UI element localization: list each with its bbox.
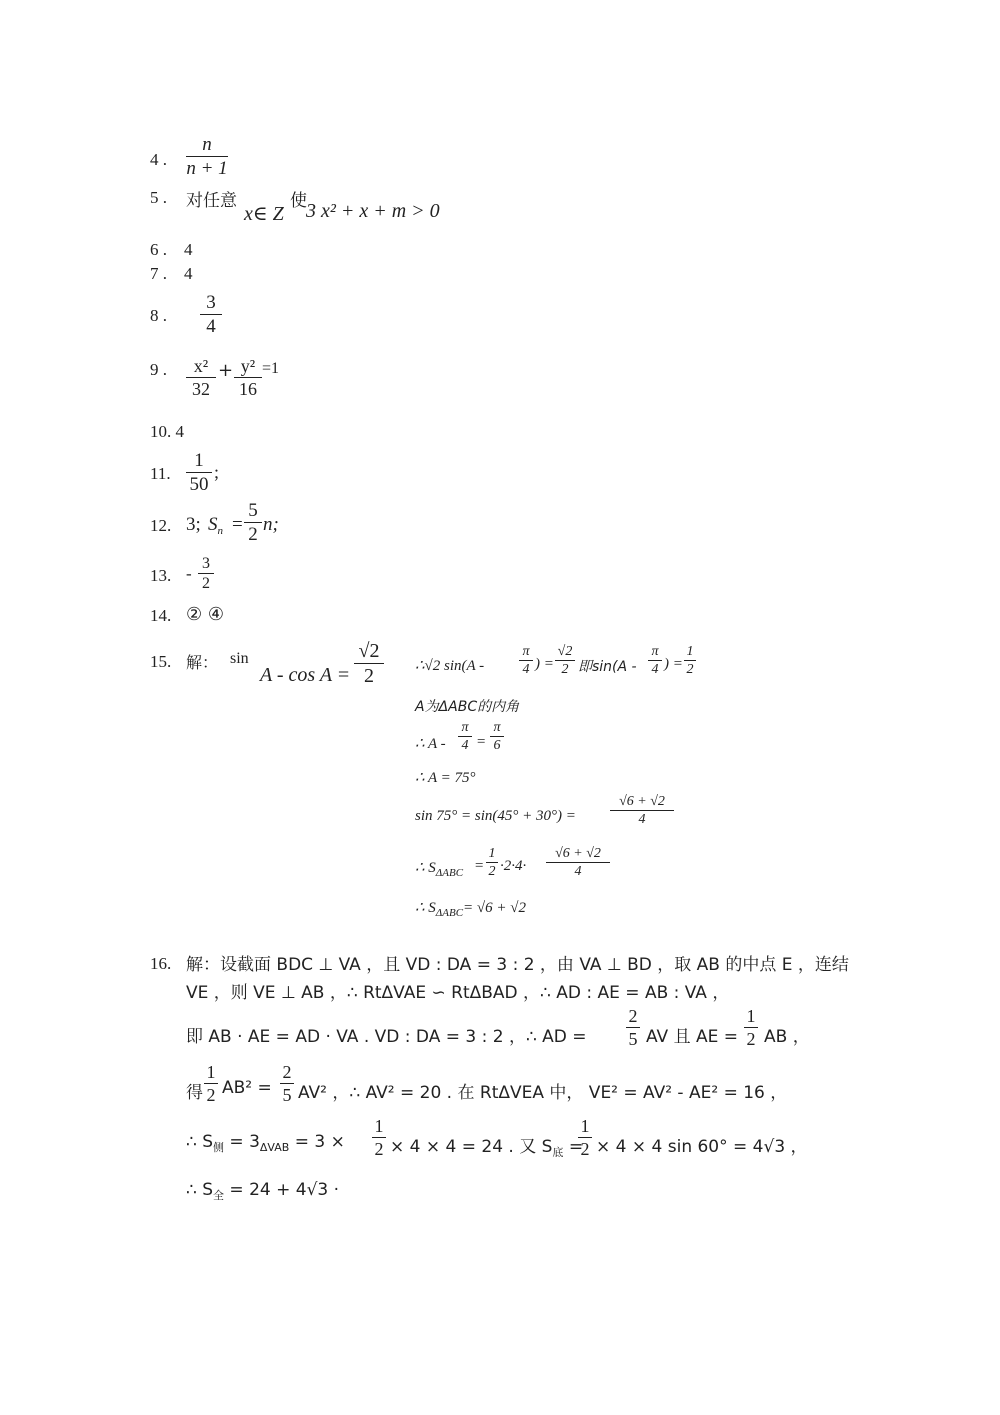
numerator: n [186,134,228,157]
numerator: 1 [186,450,212,473]
math: = [474,858,485,874]
minus: - [186,564,192,583]
fraction: $\frac{√6 + √2}{4}$ [546,846,610,881]
answer-13-fraction [198,555,214,594]
answer-14-number: 14. [150,606,172,625]
text-line: 解：设截面 BDC ⊥ VA ，且 VD : DA = 3 : 2 ，由 VA ⊥ BD ，取 AB 的中点 E ，连结 [186,955,849,975]
math: sin 75° = sin(45° + 30°) = [415,808,576,824]
answer-8-fraction [200,292,222,339]
denominator: 32 [192,378,210,399]
denominator: 2 [364,665,374,687]
fraction: $\frac{\pi}{4}$ [648,644,662,679]
math: ·2·4· [500,858,527,874]
fraction: $\frac{1}{2}$ [684,644,696,679]
denominator: n + 1 [186,157,228,179]
math: ∴√2 sin(A - [415,658,485,674]
denominator: 50 [189,473,209,495]
math: ∴ $S_{\Delta ABC}= √6 + √2$ [415,900,526,919]
plus: + [218,360,234,381]
answer-9-number: 9 . [150,360,167,379]
fraction: $\frac{1}{2}$ [486,846,498,881]
math: ∴ A - [415,736,446,752]
numerator: y² [234,356,262,378]
equals-one: =1 [262,360,280,377]
answer-6: 4 [184,240,193,259]
fraction: $\frac{1}{2}$ [372,1116,386,1160]
answer-14: ② ④ [186,604,224,625]
text: A为ΔABC的内角 [415,699,520,715]
fraction: $\frac{1}{2}$ [744,1006,758,1050]
fraction: $\frac{\pi}{6}$ [490,720,504,755]
text: 使 [290,191,307,211]
fraction: $\frac{2}{5}$ [280,1062,294,1106]
fraction: $\frac{1}{2}$ [204,1062,218,1106]
text-line: VE ，则 VE ⊥ AB ，∴ RtΔVAE ∽ RtΔBAD ，∴ AD : AE = AB : VA ， [186,983,730,1003]
item-number: 16. [150,954,172,973]
math: A - cos A = [260,664,351,686]
numerator: √2 [354,640,384,664]
math: sin [230,650,249,667]
numerator: 3 [200,292,222,315]
text: 对任意 [186,191,237,211]
answer-12-fraction [244,500,262,547]
text: AV 且 AE = [646,1027,738,1047]
semicolon: ; [214,462,220,482]
item-number: 5 . [150,188,167,207]
text: 3; [186,514,201,535]
text: ∴ $S_全 = 24 + 4√3$ · [186,1180,340,1202]
answer-7-number: 7 . [150,264,167,283]
numerator: 3 [198,555,214,574]
answer-6-number: 6 . [150,240,167,259]
denominator: 16 [239,378,257,399]
answer-11-fraction [186,450,212,497]
math: ) = [664,656,683,672]
fraction: $\frac{2}{5}$ [626,1006,640,1050]
item-number: 15. [150,652,172,671]
text: 得 [186,1083,203,1103]
fraction: $\frac{1}{2}$ [578,1116,592,1160]
S-n: $S_n$ [208,514,223,537]
math: x∈ Z [244,203,284,225]
math: ) = [535,656,554,672]
answer-7: 4 [184,264,193,283]
answer-13-number: 13. [150,566,172,585]
answer-8-number: 8 . [150,306,167,325]
denominator: 4 [206,315,216,337]
solution-label: 解： [186,653,219,672]
math: = [476,734,487,750]
fraction: $\frac{√2}{2}$ [555,644,575,679]
fraction [354,640,384,689]
fraction [186,134,228,181]
numerator: 5 [244,500,262,523]
fraction: $\frac{\pi}{4}$ [519,644,533,679]
text: AB² = [222,1078,272,1098]
math: ∴ A = 75° [415,770,476,786]
math: 即sin(A - [578,659,637,675]
text: AB ， [764,1027,810,1047]
fraction: $\frac{√6 + √2}{4}$ [610,794,674,829]
text: × 4 × 4 sin 60° = 4√3 ， [596,1137,808,1157]
answer-9-fraction-y [234,356,262,400]
fraction: $\frac{\pi}{4}$ [458,720,472,755]
denominator: 2 [248,523,258,545]
denominator: 2 [202,575,210,593]
text: 即 AB · AE = AD · VA . VD : DA = 3 : 2 ，∴ AD = [186,1027,587,1047]
answer-11-number: 11. [150,464,171,483]
answer-9-fraction-x [186,356,216,400]
numerator: x² [186,356,216,378]
answer-12-number: 12. [150,516,172,535]
math: ∴ $S_{\Delta ABC}$ [415,860,464,879]
text: × 4 × 4 = 24 . 又 $S_底$ = [390,1137,584,1159]
text: n; [263,514,279,535]
item-number: 4 . [150,150,167,169]
text: AV² ，∴ AV² = 20 . 在 RtΔVEA 中， VE² = AV² - AE² = 16 ， [298,1083,788,1103]
equals: = [232,514,243,535]
math: 3 x² + x + m > 0 [306,200,440,222]
answer-10: 10. 4 [150,422,184,441]
text: ∴ $S_侧 = 3_{\Delta VAB} = 3$ × [186,1132,345,1154]
